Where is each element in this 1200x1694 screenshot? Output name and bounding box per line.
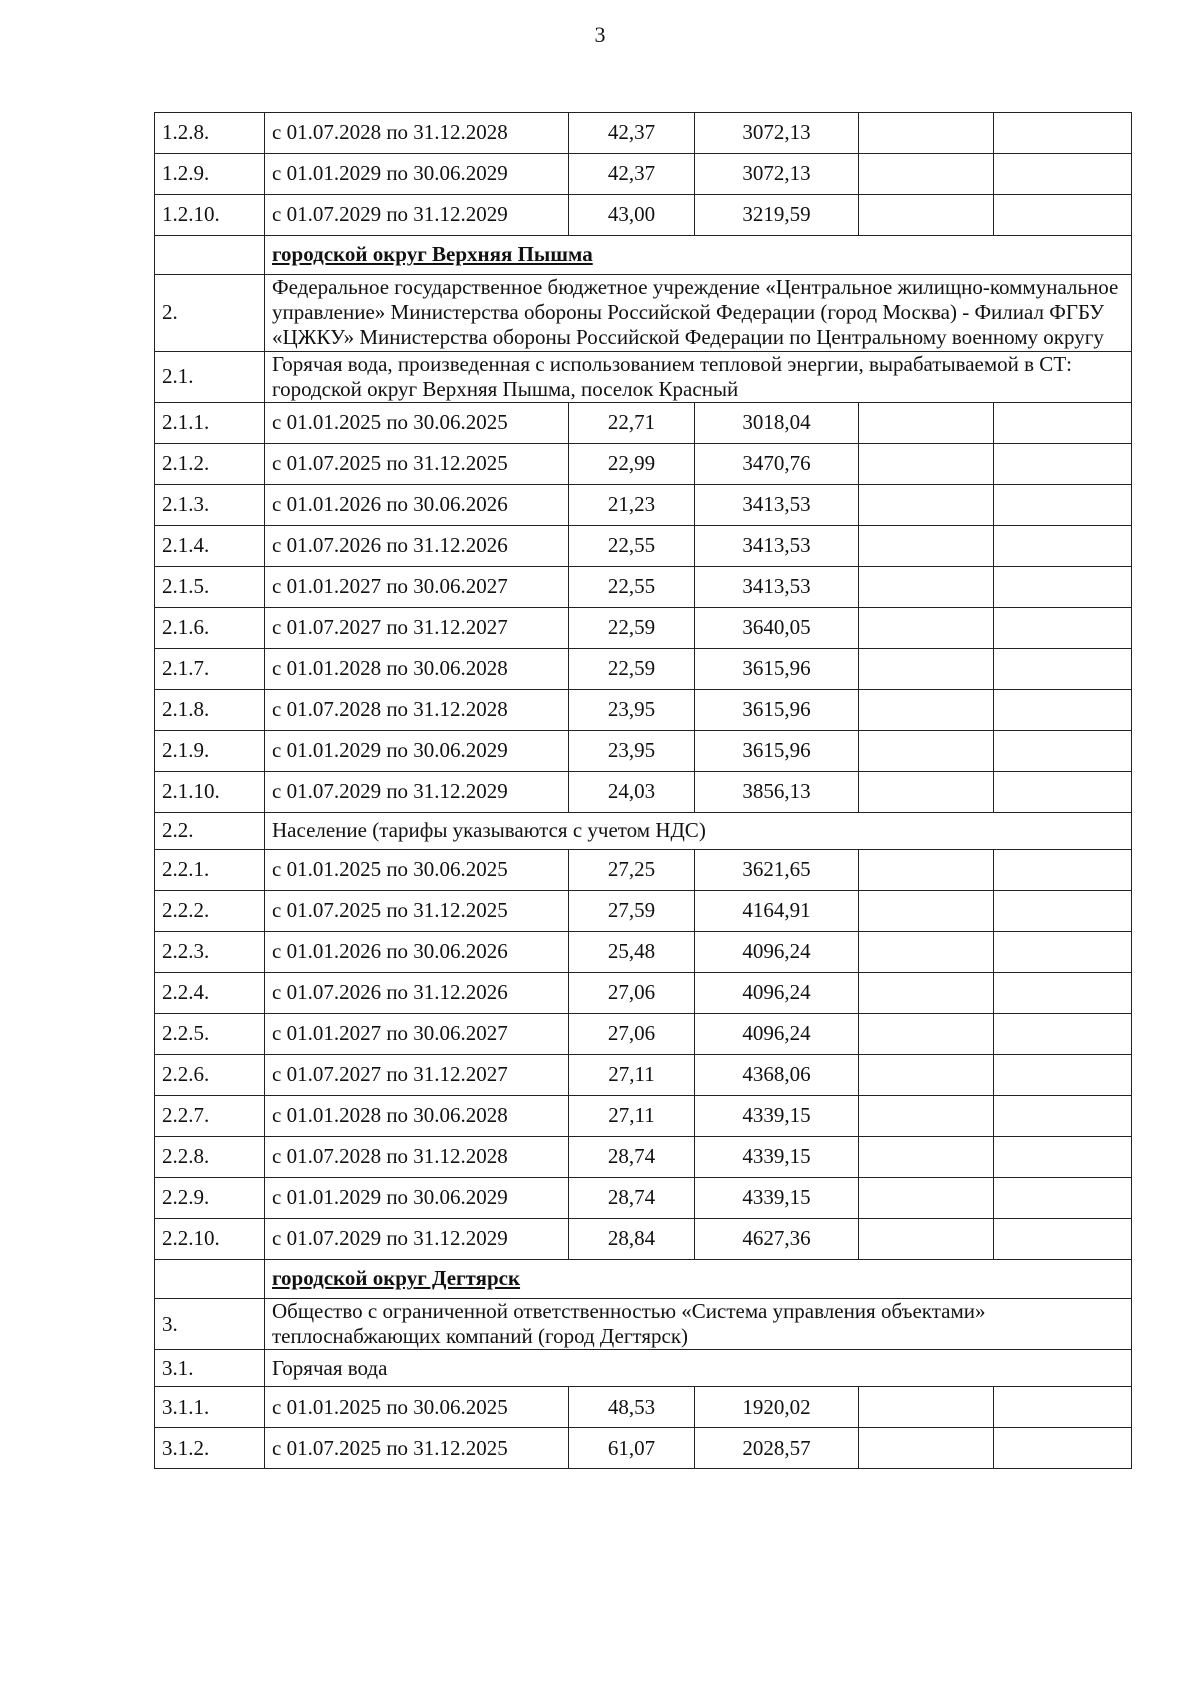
row-value-1: 22,99 <box>569 443 695 484</box>
row-empty-cell <box>994 484 1132 525</box>
row-code: 2.2.6. <box>155 1054 265 1095</box>
row-code: 2.1.5. <box>155 566 265 607</box>
tariff-row <box>155 771 1132 812</box>
row-value-1: 61,07 <box>569 1428 695 1469</box>
row-period: с 01.01.2025 по 30.06.2025 <box>265 402 569 443</box>
tariff-row <box>155 1054 1132 1095</box>
tariff-row <box>155 1218 1132 1259</box>
row-period: с 01.07.2028 по 31.12.2028 <box>265 113 569 154</box>
row-value-1: 27,59 <box>569 890 695 931</box>
tariff-row <box>155 1387 1132 1428</box>
row-value-1: 22,55 <box>569 566 695 607</box>
row-empty-cell <box>859 1095 994 1136</box>
row-code: 2.2.7. <box>155 1095 265 1136</box>
tariff-row <box>155 1177 1132 1218</box>
row-value-2: 3072,13 <box>695 154 859 195</box>
row-empty-cell <box>994 771 1132 812</box>
row-code: 2.1.4. <box>155 525 265 566</box>
row-empty-cell <box>994 1054 1132 1095</box>
tariff-row <box>155 890 1132 931</box>
tariff-row <box>155 648 1132 689</box>
row-empty-cell <box>859 607 994 648</box>
tariff-row <box>155 607 1132 648</box>
section-title: городской округ Верхняя Пышма <box>265 236 1132 275</box>
organization-row <box>155 275 1132 352</box>
tariff-table-body <box>155 113 1132 1469</box>
row-period: с 01.01.2027 по 30.06.2027 <box>265 566 569 607</box>
tariff-row <box>155 525 1132 566</box>
row-empty-cell <box>994 195 1132 236</box>
row-empty-cell <box>859 849 994 890</box>
tariff-row <box>155 443 1132 484</box>
row-code: 2.2.2. <box>155 890 265 931</box>
row-code: 3. <box>155 1298 265 1349</box>
row-value-2: 4339,15 <box>695 1177 859 1218</box>
row-code: 2.1.3. <box>155 484 265 525</box>
section-title: городской округ Дегтярск <box>265 1259 1132 1298</box>
row-empty-cell <box>994 566 1132 607</box>
row-empty-cell <box>859 1013 994 1054</box>
row-code: 2.2.1. <box>155 849 265 890</box>
row-value-2: 3640,05 <box>695 607 859 648</box>
label-row <box>155 812 1132 849</box>
row-value-2: 2028,57 <box>695 1428 859 1469</box>
row-empty-cell <box>859 771 994 812</box>
tariff-row <box>155 689 1132 730</box>
row-period: с 01.01.2025 по 30.06.2025 <box>265 849 569 890</box>
row-period: с 01.01.2026 по 30.06.2026 <box>265 931 569 972</box>
tariff-row <box>155 402 1132 443</box>
row-empty-cell <box>859 525 994 566</box>
row-period: с 01.07.2028 по 31.12.2028 <box>265 689 569 730</box>
row-value-2: 4627,36 <box>695 1218 859 1259</box>
row-period: с 01.07.2025 по 31.12.2025 <box>265 1428 569 1469</box>
row-value-2: 4096,24 <box>695 931 859 972</box>
row-period: с 01.07.2029 по 31.12.2029 <box>265 1218 569 1259</box>
row-empty-cell <box>859 195 994 236</box>
row-label: Горячая вода <box>265 1350 1132 1387</box>
row-empty-cell <box>994 730 1132 771</box>
row-period: с 01.01.2026 по 30.06.2026 <box>265 484 569 525</box>
row-empty-cell <box>859 566 994 607</box>
tariff-row <box>155 1136 1132 1177</box>
row-period: с 01.01.2028 по 30.06.2028 <box>265 1095 569 1136</box>
row-label: Население (тарифы указываются с учетом НДС) <box>265 812 1132 849</box>
row-value-2: 3018,04 <box>695 402 859 443</box>
row-value-1: 23,95 <box>569 689 695 730</box>
row-code: 2.2.8. <box>155 1136 265 1177</box>
row-code: 2.2.10. <box>155 1218 265 1259</box>
row-code: 1.2.8. <box>155 113 265 154</box>
row-empty-cell <box>859 1218 994 1259</box>
row-empty-cell <box>994 849 1132 890</box>
row-period: с 01.01.2025 по 30.06.2025 <box>265 1387 569 1428</box>
row-empty-cell <box>859 1387 994 1428</box>
row-code: 2.2. <box>155 812 265 849</box>
row-empty-cell <box>859 1428 994 1469</box>
row-value-2: 4368,06 <box>695 1054 859 1095</box>
row-period: с 01.07.2027 по 31.12.2027 <box>265 607 569 648</box>
row-empty-cell <box>994 1218 1132 1259</box>
row-empty-cell <box>994 648 1132 689</box>
row-value-1: 23,95 <box>569 730 695 771</box>
row-empty-cell <box>859 1054 994 1095</box>
tariff-row <box>155 931 1132 972</box>
row-value-1: 24,03 <box>569 771 695 812</box>
row-code: 2.1.9. <box>155 730 265 771</box>
row-code: 2.2.9. <box>155 1177 265 1218</box>
row-value-1: 27,06 <box>569 1013 695 1054</box>
tariff-row <box>155 730 1132 771</box>
row-period: с 01.01.2028 по 30.06.2028 <box>265 648 569 689</box>
tariff-row <box>155 566 1132 607</box>
row-period: с 01.01.2029 по 30.06.2029 <box>265 154 569 195</box>
row-value-2: 3413,53 <box>695 525 859 566</box>
row-value-1: 27,11 <box>569 1054 695 1095</box>
row-code: 3.1. <box>155 1350 265 1387</box>
organization-description: Общество с ограниченной ответственностью «Система управления объектами» теплоснабжающих компаний (город Дегтярск) <box>265 1298 1132 1349</box>
row-code: 2. <box>155 275 265 352</box>
row-empty-cell <box>859 1136 994 1177</box>
row-empty-cell <box>859 931 994 972</box>
row-empty-cell <box>994 1177 1132 1218</box>
tariff-row <box>155 1095 1132 1136</box>
row-value-2: 3413,53 <box>695 566 859 607</box>
row-value-2: 3615,96 <box>695 648 859 689</box>
row-period: с 01.07.2026 по 31.12.2026 <box>265 525 569 566</box>
section-row <box>155 236 1132 275</box>
row-code: 2.1.1. <box>155 402 265 443</box>
row-period: с 01.07.2025 по 31.12.2025 <box>265 443 569 484</box>
row-empty-cell <box>859 1177 994 1218</box>
row-value-1: 27,11 <box>569 1095 695 1136</box>
row-code: 2.1. <box>155 351 265 402</box>
row-empty-cell <box>994 931 1132 972</box>
row-empty-cell <box>994 1428 1132 1469</box>
row-value-1: 22,71 <box>569 402 695 443</box>
tariff-row <box>155 113 1132 154</box>
row-code: 2.1.6. <box>155 607 265 648</box>
tariff-row <box>155 972 1132 1013</box>
organization-description: Федеральное государственное бюджетное учреждение «Центральное жилищно-коммунальное управление» Министерства обороны Российской Федерации (город Москва) - Филиал ФГБУ «ЦЖКУ» Министерства обороны Российской Федерации по Центральному военному округу <box>265 275 1132 352</box>
row-value-2: 4096,24 <box>695 972 859 1013</box>
row-value-2: 3470,76 <box>695 443 859 484</box>
row-period: с 01.07.2025 по 31.12.2025 <box>265 890 569 931</box>
tariff-row <box>155 1428 1132 1469</box>
row-value-1: 42,37 <box>569 154 695 195</box>
row-value-2: 1920,02 <box>695 1387 859 1428</box>
section-row <box>155 1259 1132 1298</box>
row-period: с 01.01.2027 по 30.06.2027 <box>265 1013 569 1054</box>
row-value-2: 4339,15 <box>695 1136 859 1177</box>
row-code: 1.2.9. <box>155 154 265 195</box>
row-value-2: 3615,96 <box>695 689 859 730</box>
page-number: 3 <box>594 22 606 47</box>
row-period: с 01.01.2029 по 30.06.2029 <box>265 730 569 771</box>
row-value-1: 21,23 <box>569 484 695 525</box>
tariff-row <box>155 195 1132 236</box>
row-empty-cell <box>994 443 1132 484</box>
row-empty-cell <box>994 1013 1132 1054</box>
row-period: с 01.01.2029 по 30.06.2029 <box>265 1177 569 1218</box>
group-row <box>155 351 1132 402</box>
row-code: 2.1.7. <box>155 648 265 689</box>
row-code: 2.2.3. <box>155 931 265 972</box>
row-value-1: 28,74 <box>569 1177 695 1218</box>
row-value-1: 22,59 <box>569 648 695 689</box>
row-value-2: 4339,15 <box>695 1095 859 1136</box>
row-period: с 01.07.2026 по 31.12.2026 <box>265 972 569 1013</box>
row-code: 3.1.2. <box>155 1428 265 1469</box>
row-empty-cell <box>994 1387 1132 1428</box>
row-empty-cell <box>994 113 1132 154</box>
label-row <box>155 1350 1132 1387</box>
row-value-2: 3072,13 <box>695 113 859 154</box>
tariff-row <box>155 484 1132 525</box>
row-empty-cell <box>859 154 994 195</box>
tariff-row <box>155 154 1132 195</box>
tariff-table <box>154 112 1132 1469</box>
tariff-row <box>155 849 1132 890</box>
row-period: с 01.07.2027 по 31.12.2027 <box>265 1054 569 1095</box>
row-value-1: 25,48 <box>569 931 695 972</box>
row-code: 3.1.1. <box>155 1387 265 1428</box>
tariff-row <box>155 1013 1132 1054</box>
row-empty-cell <box>994 402 1132 443</box>
row-empty-cell <box>994 154 1132 195</box>
row-code-empty <box>155 236 265 275</box>
row-value-2: 3413,53 <box>695 484 859 525</box>
row-code: 2.2.4. <box>155 972 265 1013</box>
row-empty-cell <box>859 484 994 525</box>
row-code: 1.2.10. <box>155 195 265 236</box>
row-value-1: 48,53 <box>569 1387 695 1428</box>
row-value-1: 42,37 <box>569 113 695 154</box>
row-value-1: 27,25 <box>569 849 695 890</box>
group-description: Горячая вода, произведенная с использованием тепловой энергии, вырабатываемой в СТ: городской округ Верхняя Пышма, поселок Красный <box>265 351 1132 402</box>
row-value-2: 3615,96 <box>695 730 859 771</box>
row-period: с 01.07.2029 по 31.12.2029 <box>265 771 569 812</box>
row-value-2: 4164,91 <box>695 890 859 931</box>
row-empty-cell <box>859 972 994 1013</box>
row-empty-cell <box>994 525 1132 566</box>
row-empty-cell <box>994 890 1132 931</box>
row-value-1: 22,55 <box>569 525 695 566</box>
row-period: с 01.07.2029 по 31.12.2029 <box>265 195 569 236</box>
row-value-1: 28,84 <box>569 1218 695 1259</box>
row-value-1: 22,59 <box>569 607 695 648</box>
row-empty-cell <box>994 607 1132 648</box>
row-code: 2.1.8. <box>155 689 265 730</box>
row-empty-cell <box>859 443 994 484</box>
row-empty-cell <box>859 402 994 443</box>
row-empty-cell <box>859 113 994 154</box>
row-empty-cell <box>859 689 994 730</box>
row-value-1: 28,74 <box>569 1136 695 1177</box>
row-code-empty <box>155 1259 265 1298</box>
row-code: 2.1.10. <box>155 771 265 812</box>
row-empty-cell <box>859 648 994 689</box>
row-value-2: 3856,13 <box>695 771 859 812</box>
organization-row <box>155 1298 1132 1349</box>
row-value-2: 4096,24 <box>695 1013 859 1054</box>
row-empty-cell <box>859 890 994 931</box>
row-empty-cell <box>994 1095 1132 1136</box>
row-empty-cell <box>994 972 1132 1013</box>
row-value-1: 43,00 <box>569 195 695 236</box>
row-value-2: 3621,65 <box>695 849 859 890</box>
row-value-1: 27,06 <box>569 972 695 1013</box>
row-code: 2.1.2. <box>155 443 265 484</box>
row-empty-cell <box>994 1136 1132 1177</box>
row-period: с 01.07.2028 по 31.12.2028 <box>265 1136 569 1177</box>
row-empty-cell <box>859 730 994 771</box>
row-code: 2.2.5. <box>155 1013 265 1054</box>
row-empty-cell <box>994 689 1132 730</box>
row-value-2: 3219,59 <box>695 195 859 236</box>
